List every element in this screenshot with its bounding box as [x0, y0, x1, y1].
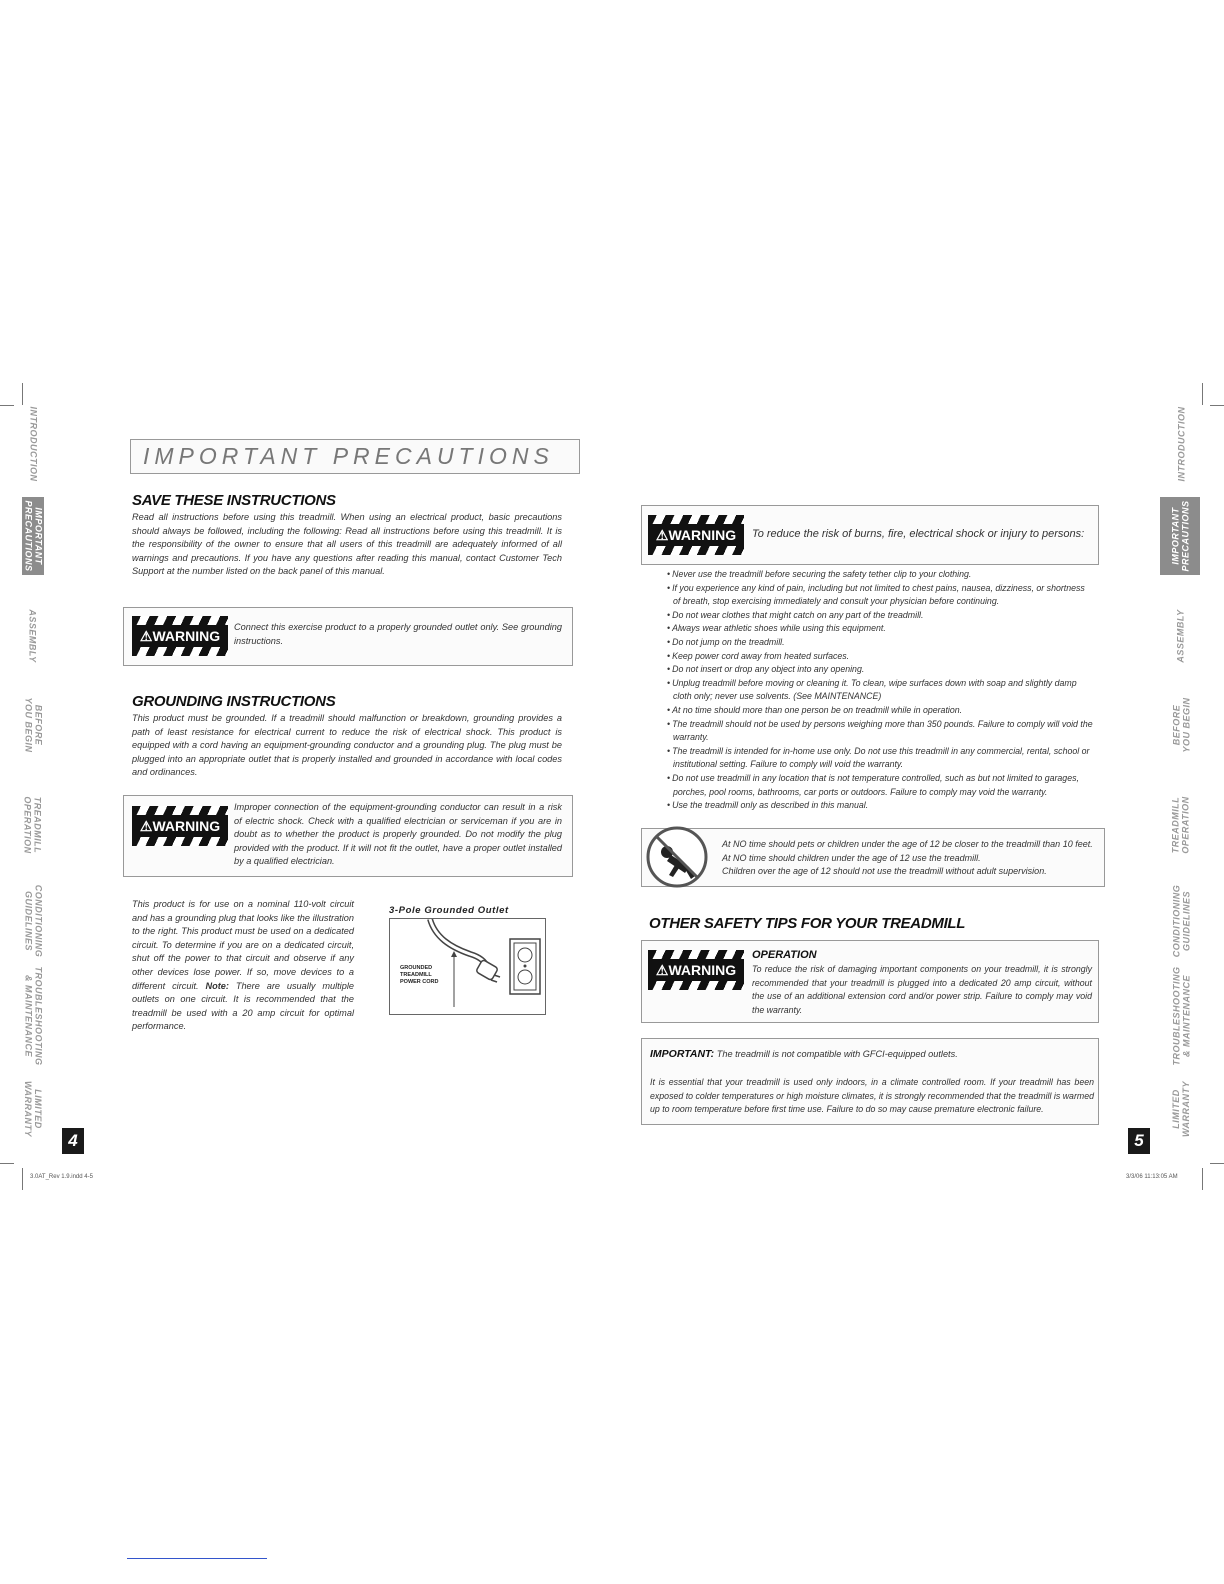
divider-line: [127, 1558, 267, 1559]
list-item: • Do not insert or drop any object into any opening.: [665, 663, 1093, 677]
crop-mark: [22, 1168, 23, 1190]
list-item: • Use the treadmill only as described in this manual.: [665, 799, 1093, 813]
save-heading: SAVE THESE INSTRUCTIONS: [132, 492, 336, 509]
crop-mark: [1210, 405, 1224, 406]
tab-label: INTRODUCTION: [28, 406, 38, 482]
tab-label: BEFORE YOU BEGIN: [23, 697, 44, 753]
tab-label: ASSEMBLY: [1176, 609, 1186, 663]
circuit-text: This product is for use on a nominal 110-volt circuit and has a grounding plug that looks like the illustration to the right. This product must be used on a dedicated circuit. To determine if you are on a dedicated circuit, shut off the power to that circuit and observe if any other devices lose power. If so, move devices to a different circuit.: [132, 899, 354, 991]
important-line: [650, 1048, 1090, 1062]
list-item: • Always wear athletic shoes while using this equipment.: [665, 622, 1093, 636]
warning-text: Improper connection of the equipment-grounding conductor can result in a risk of electric shock. Check with a qualified electrician or serviceman if you are in doubt as to whether the product is properly grounded. Do not modify the plug provided with the product. If it will not fit the outlet, have a proper outlet installed by a qualified electrician.: [234, 802, 562, 867]
warning-icon-label: [132, 627, 228, 645]
warning-text: Connect this exercise product to a properly grounded outlet only. See grounding instructions.: [234, 622, 562, 646]
important-text: The treadmill is not compatible with GFCI-equipped outlets.: [714, 1049, 958, 1059]
tab-label: CONDITIONING GUIDELINES: [23, 884, 43, 958]
operation-heading: OPERATION: [752, 949, 817, 961]
warning-box-improper-connection: [123, 795, 573, 877]
tab-assembly[interactable]: [22, 597, 44, 675]
warning-triangle-icon: ⚠: [655, 962, 669, 978]
outlet-caption: 3-Pole Grounded Outlet: [389, 905, 509, 916]
tab-introduction[interactable]: [1170, 405, 1192, 483]
footer-left: 3.0AT_Rev 1.9.indd 4-5: [30, 1174, 93, 1180]
page-number-left: 4: [62, 1128, 84, 1154]
list-item: • The treadmill is intended for in-home use only. Do not use this treadmill in any commercial, rental, school or institutional setting. Failure to comply will void the warranty.: [665, 745, 1093, 772]
warning-label: WARNING: [668, 527, 737, 543]
outlet-illustration: [389, 918, 546, 1015]
list-item: • If you experience any kind of pain, including but not limited to chest pains, nausea, dizziness, or shortness of breath, stop exercising immediately and consult your physician before continuing.: [665, 582, 1093, 609]
warning-label: WARNING: [152, 818, 221, 834]
warning-badge: [648, 515, 744, 555]
warning-triangle-icon: ⚠: [655, 527, 669, 543]
tab-label: TROUBLESHOOTING & MAINTENANCE: [23, 966, 43, 1066]
other-safety-heading: OTHER SAFETY TIPS FOR YOUR TREADMILL: [649, 915, 966, 932]
children-line: Children over the age of 12 should not use the treadmill without adult supervision.: [722, 866, 1047, 877]
footer-right: 3/3/06 11:13:05 AM: [1126, 1174, 1178, 1180]
list-item: • Do not wear clothes that might catch on any part of the treadmill.: [665, 609, 1093, 623]
list-item: • Do not use treadmill in any location that is not temperature controlled, such as but not limited to garages, porches, pool rooms, bathrooms, car ports or outdoors. Failure to comply may void the warranty.: [665, 772, 1093, 799]
tab-important-precautions[interactable]: [22, 497, 44, 575]
tab-before-you-begin[interactable]: [1170, 686, 1192, 764]
warning-box-grounded: [123, 607, 573, 666]
tab-assembly[interactable]: [1170, 597, 1192, 675]
grounding-body: This product must be grounded. If a treadmill should malfunction or breakdown, grounding provides a path of least resistance for electrical current to reduce the risk of electrical shock. This product is equipped with a cord having an equipment-grounding conductor and a grounding plug. The plug must be plugged into an appropriate outlet that is properly installed and grounded in accordance with local codes and ordinances.: [132, 713, 562, 778]
save-body: Read all instructions before using this treadmill. When using an electrical product, basic precautions should always be followed, including the following: Read all instructions before using this treadmill. It is the responsibility of the owner to ensure that all users of this treadmill are adequately informed of all warnings and precautions. If you have any questions after reading this manual, contact Customer Tech Support at the number listed on the back panel of this manual.: [132, 512, 562, 577]
tab-label: TREADMILL OPERATION: [23, 796, 43, 854]
tab-treadmill-operation[interactable]: [1170, 786, 1192, 864]
children-warning-text: [722, 838, 1102, 879]
children-line: At NO time should pets or children under the age of 12 be closer to the treadmill than 10 feet.: [722, 839, 1093, 849]
tab-label: BEFORE YOU BEGIN: [1171, 697, 1192, 753]
no-children-icon: [645, 825, 709, 889]
tab-treadmill-operation[interactable]: [22, 786, 44, 864]
list-item: • Unplug treadmill before moving or cleaning it. To clean, wipe surfaces down with soap and slightly damp cloth only; never use solvents. (See MAINTENANCE): [665, 677, 1093, 704]
warning-label: WARNING: [152, 628, 221, 644]
tab-limited-warranty[interactable]: [22, 1070, 44, 1148]
list-item: • Keep power cord away from heated surfaces.: [665, 650, 1093, 664]
important-box: [641, 1038, 1099, 1125]
circuit-text: There are usually multiple outlets on one circuit. It is recommended that the treadmill be used with a 20 amp circuit for optimal performance.: [132, 980, 354, 1032]
important-paragraph: It is essential that your treadmill is used only indoors, in a climate controlled room. If your treadmill has been exposed to colder temperatures or high moisture climates, it is strongly recommended that the treadmill is warmed up to room temperature before first time use. Failure to do so may cause premature electronic failure.: [650, 1077, 1094, 1115]
children-line: At NO time should children under the age of 12 use the treadmill.: [722, 852, 981, 863]
tab-label: IMPORTANT PRECAUTIONS: [1170, 500, 1191, 572]
crop-mark: [0, 405, 14, 406]
operation-text: To reduce the risk of damaging important components on your treadmill, it is strongly recommended that your treadmill is plugged into a dedicated 20 amp circuit, without the use of an additional extension cord and/or power strip. Failure to comply may void the warranty.: [752, 964, 1092, 1015]
warning-label: WARNING: [668, 962, 737, 978]
page-number-right: 5: [1128, 1128, 1150, 1154]
children-warning-box: [641, 828, 1105, 887]
crop-mark: [1202, 383, 1203, 405]
list-item: • At no time should more than one person be on treadmill while in operation.: [665, 704, 1093, 718]
list-item: • Do not jump on the treadmill.: [665, 636, 1093, 650]
note-label: Note:: [205, 980, 229, 991]
callout-line: POWER CORD: [400, 979, 439, 985]
tab-important-precautions[interactable]: [1160, 497, 1200, 575]
grounding-heading: GROUNDING INSTRUCTIONS: [132, 693, 336, 710]
tab-label: LIMITED WARRANTY: [1171, 1081, 1191, 1137]
warning-badge: [132, 806, 228, 846]
warning-triangle-icon: ⚠: [139, 628, 153, 644]
page-title: IMPORTANT PRECAUTIONS: [143, 443, 554, 469]
callout-line: GROUNDED: [400, 965, 433, 971]
warning-triangle-icon: ⚠: [139, 818, 153, 834]
tab-label: LIMITED WARRANTY: [23, 1081, 43, 1137]
warning-box-burns: [641, 505, 1099, 565]
page-title-box: [130, 439, 580, 474]
tab-before-you-begin[interactable]: [22, 686, 44, 764]
tab-troubleshooting[interactable]: [22, 968, 44, 1064]
tab-introduction[interactable]: [22, 405, 44, 483]
tab-label: CONDITIONING GUIDELINES: [1171, 884, 1191, 958]
tab-label: IMPORTANT PRECAUTIONS: [23, 500, 44, 572]
warning-box-operation: [641, 940, 1099, 1023]
warning-badge: [648, 950, 744, 990]
callout-line: TREADMILL: [400, 972, 432, 978]
tab-label: TREADMILL OPERATION: [1171, 796, 1191, 854]
tab-conditioning-guidelines[interactable]: [22, 882, 44, 960]
tab-conditioning-guidelines[interactable]: [1170, 882, 1192, 960]
tab-limited-warranty[interactable]: [1170, 1070, 1192, 1148]
tab-label: INTRODUCTION: [1176, 406, 1186, 482]
warning-text: To reduce the risk of burns, fire, electrical shock or injury to persons:: [752, 528, 1085, 540]
crop-mark: [1210, 1163, 1224, 1164]
list-item: • Never use the treadmill before securing the safety tether clip to your clothing.: [665, 568, 1093, 582]
important-label: IMPORTANT:: [650, 1048, 715, 1060]
tab-label: TROUBLESHOOTING & MAINTENANCE: [1171, 966, 1191, 1066]
list-item: • The treadmill should not be used by persons weighing more than 350 pounds. Failure to comply will void the warranty.: [665, 718, 1093, 745]
crop-mark: [0, 1163, 14, 1164]
circuit-paragraph: [132, 898, 354, 1034]
tab-label: ASSEMBLY: [28, 609, 38, 663]
tab-troubleshooting[interactable]: [1170, 968, 1192, 1064]
crop-mark: [1202, 1168, 1203, 1190]
crop-mark: [22, 383, 23, 405]
outlet-callout: [400, 965, 439, 986]
warning-badge: [132, 616, 228, 656]
safety-bullet-list: [665, 568, 1093, 813]
